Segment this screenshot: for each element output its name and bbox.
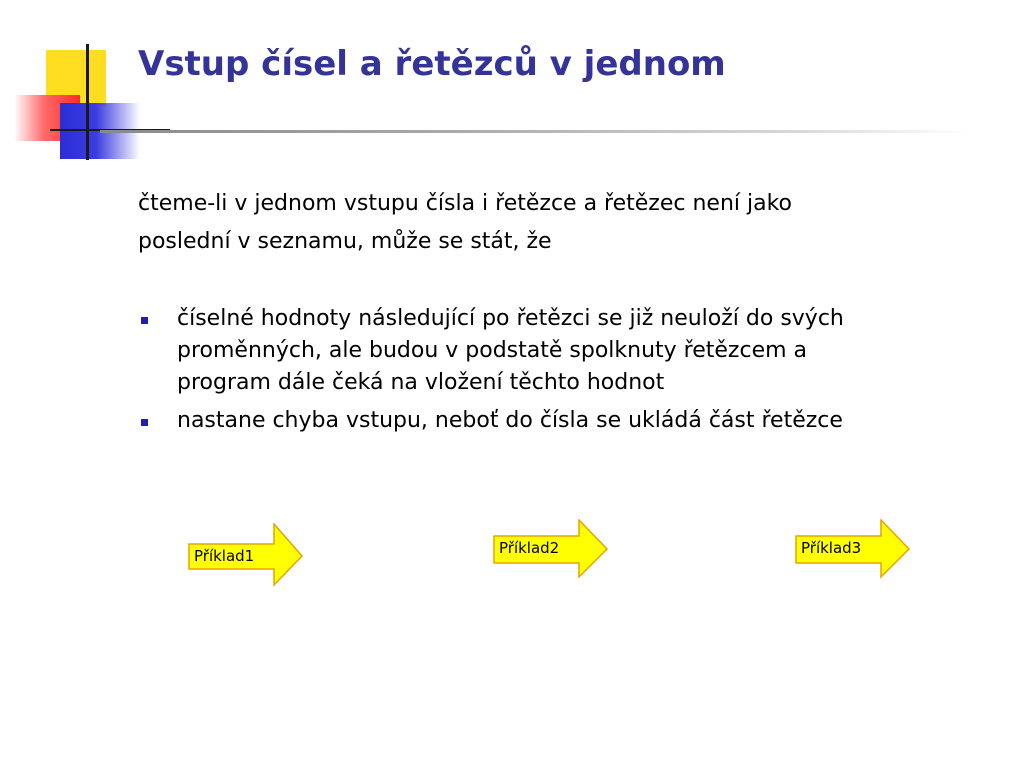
decorative-logo <box>0 0 170 170</box>
square-bullet-icon <box>141 419 148 426</box>
example-1-label: Příklad1 <box>194 547 255 565</box>
bullet-line: proměnných, ale budou v podstatě spolknuty řetězcem a <box>177 338 808 363</box>
bullet-line: program dále čeká na vložení těchto hodnot <box>177 370 665 395</box>
intro-text <box>138 185 958 261</box>
intro-line: poslední v seznamu, může se stát, že <box>138 229 552 254</box>
example-3-link[interactable] <box>795 519 911 581</box>
intro-line: čteme-li v jednom vstupu čísla i řetězce a řetězec není jako <box>138 191 793 216</box>
example-2-link[interactable] <box>493 519 609 581</box>
example-3-label: Příklad3 <box>801 539 862 557</box>
square-bullet-icon <box>141 317 148 324</box>
bullet-list <box>138 303 978 443</box>
bullet-item <box>138 303 978 399</box>
example-1-link[interactable] <box>188 523 304 587</box>
bullet-line: číselné hodnoty následující po řetězci se již neuloží do svých <box>177 306 844 331</box>
example-2-label: Příklad2 <box>499 539 560 557</box>
bullet-line: nastane chyba vstupu, neboť do čísla se ukládá část řetězce <box>177 408 843 433</box>
slide-title: Vstup čísel a řetězců v jednom <box>138 44 726 84</box>
logo-vertical-line <box>86 44 89 160</box>
title-divider <box>100 130 970 133</box>
bullet-item <box>138 405 978 437</box>
